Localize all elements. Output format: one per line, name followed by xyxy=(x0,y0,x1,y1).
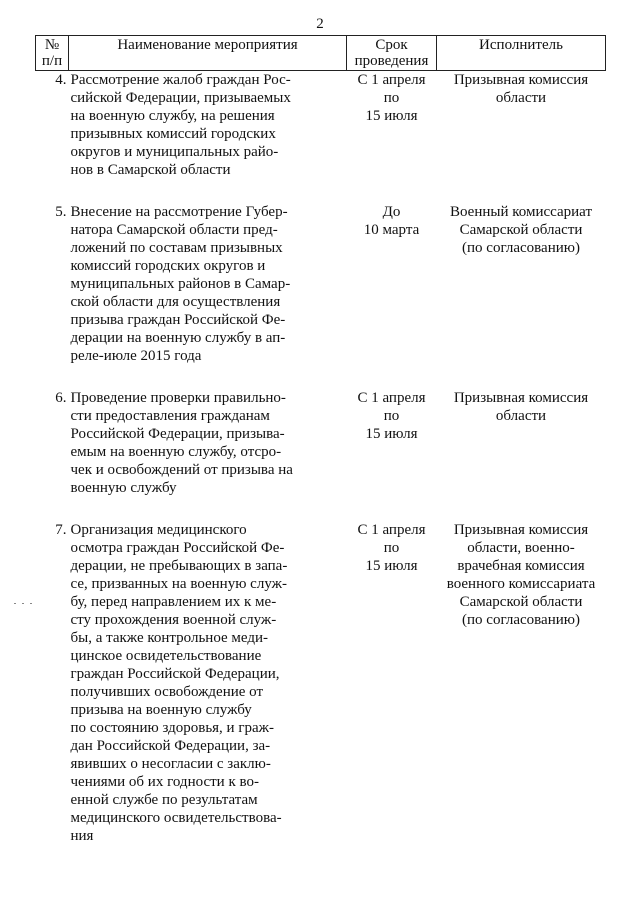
event-name-line: сийской Федерации, призываемых xyxy=(70,90,291,106)
event-name-line: явивших о несогласии с заклю- xyxy=(70,756,271,772)
event-name-line: Проведение проверки правильно- xyxy=(70,390,286,406)
header-term xyxy=(347,36,437,71)
event-name-line: се, призванных на военную служ- xyxy=(70,576,287,592)
header-executor: Исполнитель xyxy=(437,36,606,71)
event-name-line: комиссий городских округов и xyxy=(70,258,266,274)
event-name-line: емым на военную службу, отсро- xyxy=(70,444,282,460)
event-executor-line: Призывная комиссия xyxy=(453,390,589,406)
event-executor xyxy=(437,389,606,521)
event-name-line: чениями об их годности к во- xyxy=(70,774,259,790)
header-name: Наименование мероприятия xyxy=(69,36,347,71)
table-row xyxy=(36,521,606,869)
event-executor-line: области xyxy=(495,408,547,424)
event-name-line: Внесение на рассмотрение Губер- xyxy=(70,204,288,220)
event-name-line: нов в Самарской области xyxy=(70,162,231,178)
event-name xyxy=(69,71,347,204)
table-body xyxy=(36,71,606,870)
event-executor-line: области xyxy=(495,90,547,106)
events-table xyxy=(35,35,606,869)
event-name-line: получивших освобождение от xyxy=(70,684,264,700)
table-row xyxy=(36,71,606,204)
event-executor-line: военного комиссариата xyxy=(446,576,596,592)
event-term-line: С 1 апреля xyxy=(357,390,426,406)
event-name-line: призыва на военную службу xyxy=(70,702,252,718)
event-name-line: призывных комиссий городских xyxy=(70,126,276,142)
event-term-line: 15 июля xyxy=(365,426,418,442)
event-name-line: енной службе по результатам xyxy=(70,792,258,808)
table-row xyxy=(36,389,606,521)
event-term-line: по xyxy=(383,90,400,106)
event-name-line: ложений по составам призывных xyxy=(70,240,283,256)
event-name-line: сти предоставления гражданам xyxy=(70,408,270,424)
event-term-line: 10 марта xyxy=(363,222,420,238)
event-term-line: До xyxy=(382,204,401,220)
event-name-line: ния xyxy=(70,828,94,844)
event-term xyxy=(347,203,437,389)
event-name-line: бы, а также контрольное меди- xyxy=(70,630,269,646)
event-executor xyxy=(437,203,606,389)
event-name-line: дерации, не пребывающих в запа- xyxy=(70,558,288,574)
event-term-line: по xyxy=(383,540,400,556)
event-executor-line: Самарской области xyxy=(459,594,583,610)
event-executor-line: Самарской области xyxy=(459,222,583,238)
event-name-line: цинское освидетельствование xyxy=(70,648,262,664)
event-executor xyxy=(437,71,606,204)
event-name-line: округов и муниципальных райо- xyxy=(70,144,279,160)
event-name-line: сту прохождения военной служ- xyxy=(70,612,277,628)
table-row xyxy=(36,203,606,389)
event-executor xyxy=(437,521,606,869)
page-number: 2 xyxy=(316,16,324,32)
event-term xyxy=(347,71,437,204)
event-name-line: натора Самарской области пред- xyxy=(70,222,278,238)
event-name xyxy=(69,389,347,521)
table-header-row xyxy=(36,36,606,71)
event-name-line: муниципальных районов в Самар- xyxy=(70,276,291,292)
event-name-line: граждан Российской Федерации, xyxy=(70,666,280,682)
event-name-line: на военную службу, на решения xyxy=(70,108,275,124)
row-number: 7. xyxy=(55,522,67,538)
event-name-line: призыва граждан Российской Фе- xyxy=(70,312,286,328)
event-term-line: 15 июля xyxy=(365,108,418,124)
event-name-line: Российской Федерации, призыва- xyxy=(70,426,285,442)
event-name-line: Организация медицинского xyxy=(70,522,247,538)
event-executor-line: области, военно- xyxy=(467,540,575,556)
event-term xyxy=(347,521,437,869)
scan-speck xyxy=(22,603,24,604)
event-name-line: реле-июле 2015 года xyxy=(70,348,202,364)
header-num-line: № xyxy=(44,37,60,53)
event-term xyxy=(347,389,437,521)
header-term-line: проведения xyxy=(354,53,429,69)
event-term-line: С 1 апреля xyxy=(357,72,426,88)
header-num-line: п/п xyxy=(41,53,63,69)
event-term-line: 15 июля xyxy=(365,558,418,574)
event-name-line: по состоянию здоровья, и граж- xyxy=(70,720,275,736)
row-number: 5. xyxy=(55,204,67,220)
event-name-line: медицинского освидетельствова- xyxy=(70,810,282,826)
scan-speck xyxy=(30,603,32,604)
event-executor-line: Призывная комиссия xyxy=(453,72,589,88)
event-name-line: военную службу xyxy=(70,480,177,496)
event-name xyxy=(69,203,347,389)
event-name-line: Рассмотрение жалоб граждан Рос- xyxy=(70,72,291,88)
event-name-line: чек и освобождений от призыва на xyxy=(70,462,293,478)
event-name-line: ской области для осуществления xyxy=(70,294,281,310)
event-name-line: осмотра граждан Российской Фе- xyxy=(70,540,285,556)
event-term-line: С 1 апреля xyxy=(357,522,426,538)
event-executor-line: врачебная комиссия xyxy=(457,558,585,574)
event-executor-line: Призывная комиссия xyxy=(453,522,589,538)
row-number: 4. xyxy=(55,72,67,88)
row-number: 6. xyxy=(55,390,67,406)
event-term-line: по xyxy=(383,408,400,424)
event-name-line: бу, перед направлением их к ме- xyxy=(70,594,277,610)
event-executor-line: (по согласованию) xyxy=(462,240,580,256)
scan-speck xyxy=(14,603,16,604)
event-executor-line: (по согласованию) xyxy=(462,612,580,628)
event-name xyxy=(69,521,347,869)
event-executor-line: Военный комиссариат xyxy=(449,204,593,220)
header-term-line: Срок xyxy=(375,37,408,53)
event-name-line: дан Российской Федерации, за- xyxy=(70,738,271,754)
event-name-line: дерации на военную службу в ап- xyxy=(70,330,286,346)
header-num xyxy=(36,36,69,71)
